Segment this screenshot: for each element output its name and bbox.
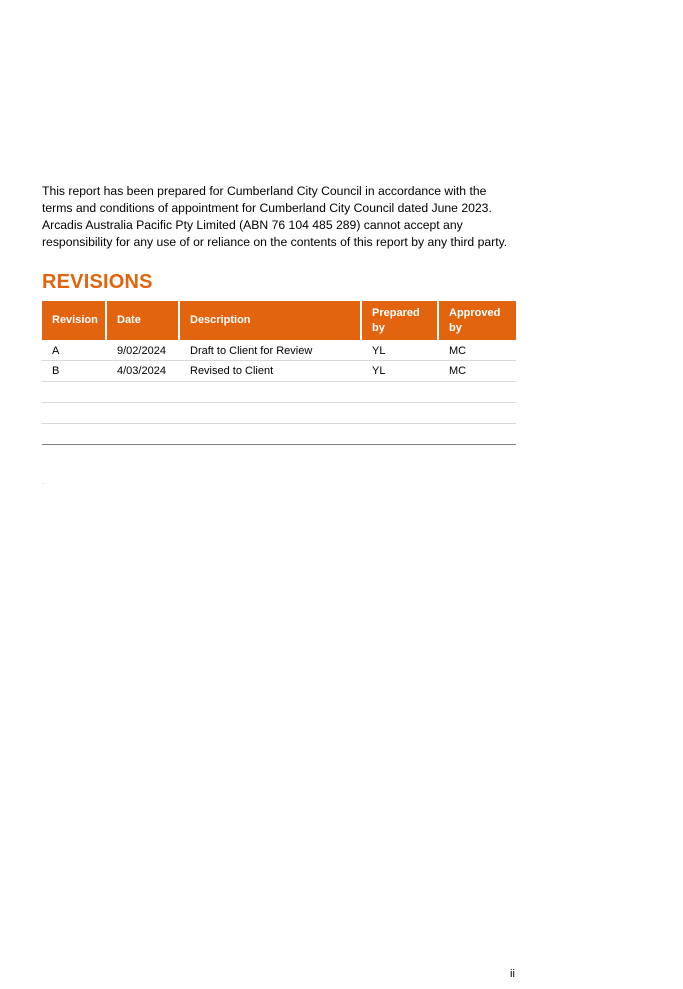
column-header-description bbox=[180, 301, 362, 340]
cell-date bbox=[107, 424, 180, 445]
cell-revision: B bbox=[42, 361, 107, 382]
column-header-date bbox=[107, 301, 180, 340]
cell-revision bbox=[42, 382, 107, 403]
cell-approved-by: MC bbox=[439, 361, 516, 382]
cell-approved-by: MC bbox=[439, 340, 516, 361]
cell-date bbox=[107, 403, 180, 424]
column-header-label: by bbox=[449, 321, 462, 334]
revisions-heading: REVISIONS bbox=[42, 271, 153, 293]
cell-prepared-by bbox=[362, 424, 439, 445]
column-header-label: Prepared bbox=[372, 306, 420, 319]
revisions-table-header bbox=[42, 301, 516, 340]
cell-revision bbox=[42, 424, 107, 445]
cell-approved-by bbox=[439, 403, 516, 424]
cell-revision bbox=[42, 403, 107, 424]
table-row bbox=[42, 403, 516, 424]
page-number: ii bbox=[510, 968, 515, 980]
table-row bbox=[42, 424, 516, 445]
disclaimer-line: responsibility for any use of or reliance on the contents of this report by any third party. bbox=[42, 235, 508, 249]
cell-description bbox=[180, 424, 362, 445]
column-header-label: Approved bbox=[449, 306, 501, 319]
disclaimer-line: Arcadis Australia Pacific Pty Limited (ABN 76 104 485 289) cannot accept any bbox=[42, 218, 463, 232]
cell-date bbox=[107, 382, 180, 403]
cell-date: 9/02/2024 bbox=[107, 340, 180, 361]
column-header-approved-by bbox=[439, 301, 516, 340]
cell-description bbox=[180, 382, 362, 403]
cell-date: 4/03/2024 bbox=[107, 361, 180, 382]
cell-prepared-by bbox=[362, 382, 439, 403]
cell-approved-by bbox=[439, 424, 516, 445]
stray-mark bbox=[43, 483, 44, 484]
table-row bbox=[42, 340, 516, 361]
cell-description: Revised to Client bbox=[180, 361, 362, 382]
disclaimer-paragraph bbox=[42, 183, 532, 251]
column-header-label: Revision bbox=[52, 314, 98, 326]
column-header-revision bbox=[42, 301, 107, 340]
cell-prepared-by: YL bbox=[362, 340, 439, 361]
cell-description: Draft to Client for Review bbox=[180, 340, 362, 361]
disclaimer-line: terms and conditions of appointment for Cumberland City Council dated June 2023. bbox=[42, 201, 492, 215]
revisions-table bbox=[42, 301, 516, 445]
disclaimer-line: This report has been prepared for Cumberland City Council in accordance with the bbox=[42, 184, 487, 198]
cell-revision: A bbox=[42, 340, 107, 361]
table-row bbox=[42, 361, 516, 382]
column-header-prepared-by bbox=[362, 301, 439, 340]
cell-description bbox=[180, 403, 362, 424]
column-header-label: Description bbox=[190, 314, 251, 326]
cell-prepared-by: YL bbox=[362, 361, 439, 382]
cell-prepared-by bbox=[362, 403, 439, 424]
table-row bbox=[42, 382, 516, 403]
column-header-label: by bbox=[372, 321, 385, 334]
cell-approved-by bbox=[439, 382, 516, 403]
column-header-label: Date bbox=[117, 314, 141, 326]
